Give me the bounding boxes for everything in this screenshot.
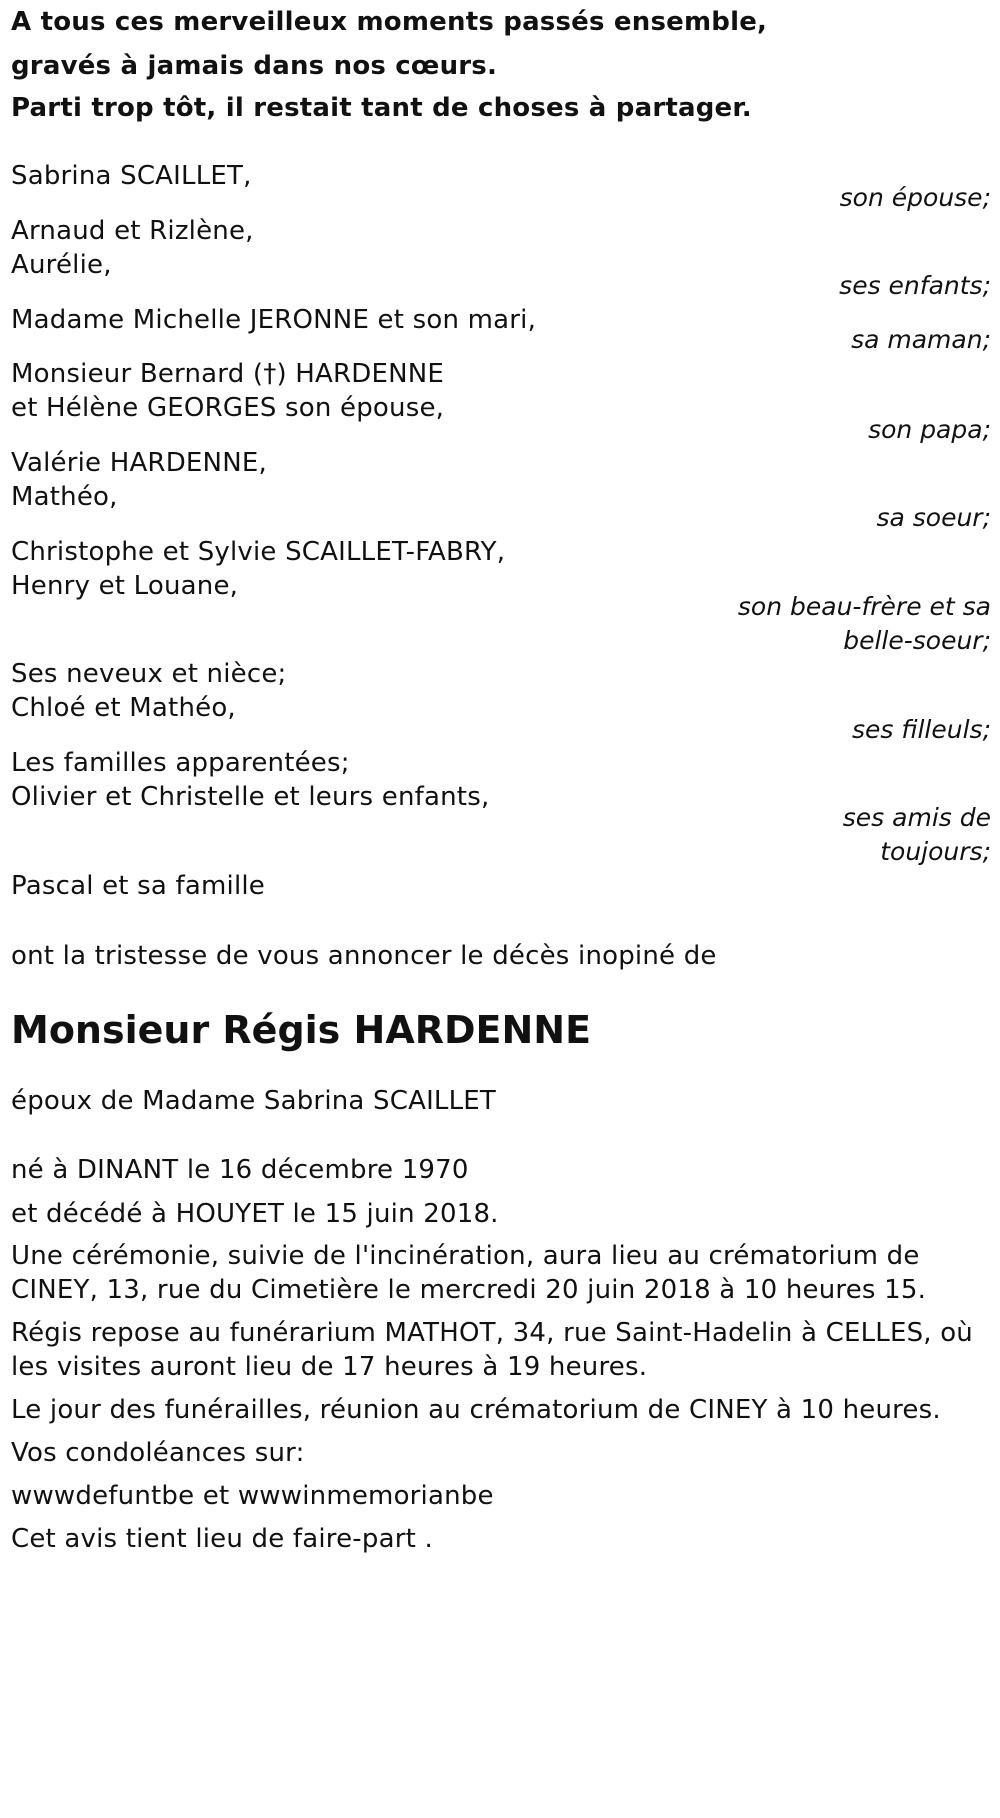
funerarium-line-2: les visites auront lieu de 17 heures à 19 heures.: [11, 1352, 648, 1382]
deceased-name: Monsieur Régis HARDENNE: [11, 1008, 592, 1052]
closing-line: Cet avis tient lieu de faire-part .: [11, 1524, 433, 1554]
birth-line: né à DINANT le 16 décembre 1970: [11, 1155, 469, 1185]
family-relation: toujours;: [880, 837, 991, 866]
family-member-name: Pascal et sa famille: [11, 871, 265, 901]
ceremony-line-2: CINEY, 13, rue du Cimetière le mercredi 20 juin 2018 à 10 heures 15.: [11, 1275, 927, 1305]
family-relation: son beau-frère et sa: [737, 592, 991, 621]
family-member-name: Sabrina SCAILLET,: [11, 161, 252, 191]
family-relation: son épouse;: [839, 183, 991, 212]
family-member-name: Valérie HARDENNE,: [11, 448, 267, 478]
family-member-name: Mathéo,: [11, 482, 118, 512]
condolences-sites: wwwdefuntbe et wwwinmemorianbe: [11, 1481, 494, 1511]
death-line: et décédé à HOUYET le 15 juin 2018.: [11, 1199, 499, 1229]
family-relation: ses enfants;: [839, 271, 991, 300]
family-relation: ses amis de: [842, 803, 991, 832]
family-member-name: Christophe et Sylvie SCAILLET-FABRY,: [11, 537, 506, 567]
intro-line-3: Parti trop tôt, il restait tant de choses à partager.: [11, 93, 752, 123]
family-member-name: Les familles apparentées;: [11, 748, 350, 778]
family-relation: ses filleuls;: [851, 715, 991, 744]
condolences-label: Vos condoléances sur:: [11, 1438, 305, 1468]
family-member-name: et Hélène GEORGES son épouse,: [11, 393, 445, 423]
funeral-day-line: Le jour des funérailles, réunion au crématorium de CINEY à 10 heures.: [11, 1395, 941, 1425]
family-member-name: Arnaud et Rizlène,: [11, 216, 254, 246]
family-member-name: Olivier et Christelle et leurs enfants,: [11, 782, 490, 812]
family-member-name: Madame Michelle JERONNE et son mari,: [11, 305, 537, 335]
intro-line-1: A tous ces merveilleux moments passés ensemble,: [11, 7, 768, 37]
family-member-name: Monsieur Bernard (†) HARDENNE: [11, 359, 445, 389]
family-relation: son papa;: [868, 415, 991, 444]
family-relation: belle-soeur;: [843, 626, 991, 655]
intro-line-2: gravés à jamais dans nos cœurs.: [11, 51, 498, 81]
family-member-name: Chloé et Mathéo,: [11, 693, 236, 723]
ceremony-line-1: Une cérémonie, suivie de l'incinération, aura lieu au crématorium de: [11, 1241, 920, 1271]
announcement-text: ont la tristesse de vous annoncer le décès inopiné de: [11, 941, 717, 971]
family-relation: sa maman;: [851, 325, 991, 354]
family-member-name: Henry et Louane,: [11, 571, 239, 601]
spouse-line: époux de Madame Sabrina SCAILLET: [11, 1086, 497, 1116]
family-relation: sa soeur;: [876, 503, 991, 532]
funerarium-line-1: Régis repose au funérarium MATHOT, 34, rue Saint-Hadelin à CELLES, où: [11, 1318, 973, 1348]
family-member-name: Aurélie,: [11, 250, 112, 280]
family-member-name: Ses neveux et nièce;: [11, 659, 287, 689]
